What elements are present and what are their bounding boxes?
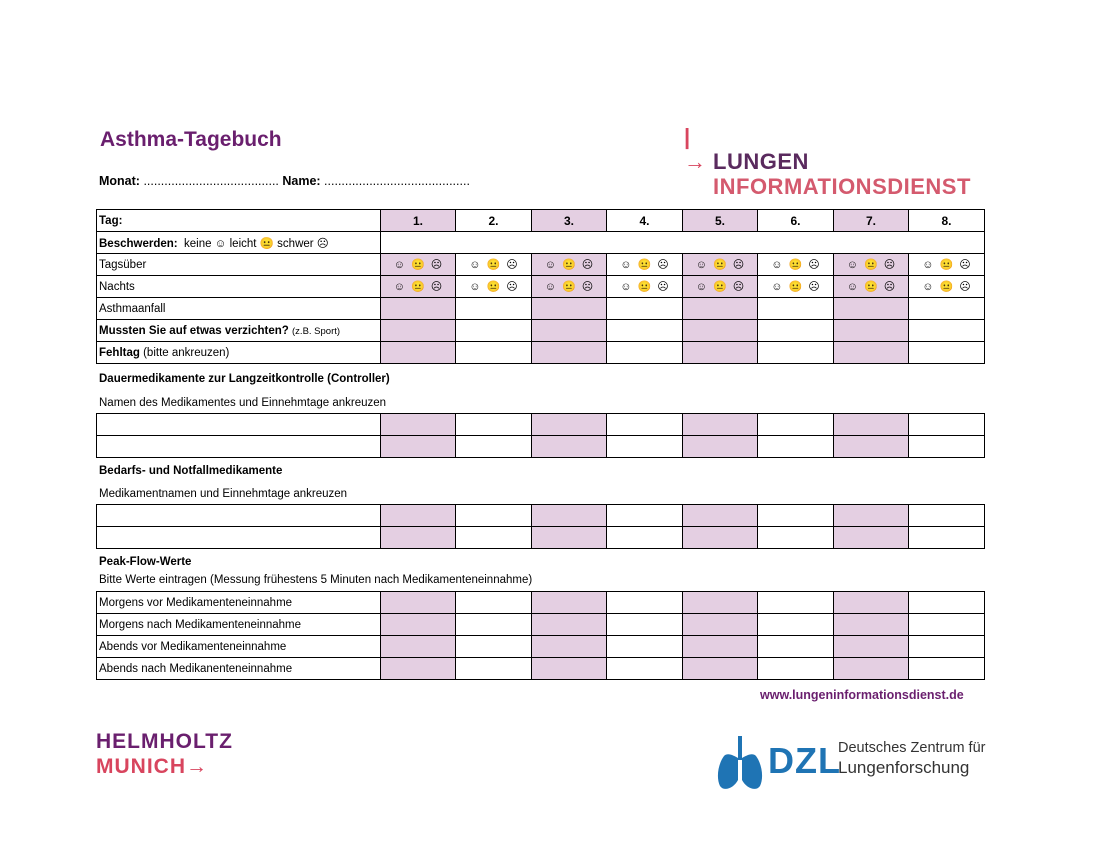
check-cell[interactable] <box>683 414 758 436</box>
check-cell[interactable] <box>381 505 456 527</box>
check-cell[interactable] <box>834 436 909 458</box>
value-cell[interactable] <box>758 636 834 658</box>
peakflow-section-hint: Bitte Werte eintragen (Messung frühestens 5 Minuten nach Medikamenteneinnahme) <box>99 574 533 586</box>
value-cell[interactable] <box>381 614 456 636</box>
check-cell[interactable] <box>532 527 607 549</box>
check-cell[interactable] <box>834 527 909 549</box>
asthmaanfall-row <box>97 298 985 320</box>
check-cell[interactable] <box>607 342 683 364</box>
check-cell[interactable] <box>381 298 456 320</box>
value-cell[interactable] <box>381 636 456 658</box>
check-cell[interactable] <box>683 342 758 364</box>
emoji-cell[interactable]: ☺😐☹ <box>532 254 607 276</box>
beschwerden-legend: keine ☺ leicht 😐 schwer ☹ <box>184 237 329 250</box>
check-cell[interactable] <box>456 298 532 320</box>
check-cell[interactable] <box>607 505 683 527</box>
value-cell[interactable] <box>683 592 758 614</box>
value-cell[interactable] <box>381 658 456 680</box>
value-cell[interactable] <box>607 636 683 658</box>
medication-row <box>97 527 985 549</box>
emoji-cell[interactable]: ☺😐☹ <box>381 254 456 276</box>
arrow-icon: |→ <box>684 124 707 174</box>
check-cell[interactable] <box>758 320 834 342</box>
emoji-cell[interactable]: ☺😐☹ <box>758 276 834 298</box>
controller-table <box>96 413 985 458</box>
emoji-cell[interactable]: ☺😐☹ <box>607 276 683 298</box>
name-label: Name: <box>282 174 321 188</box>
value-cell[interactable] <box>683 658 758 680</box>
medication-name-cell[interactable] <box>97 527 381 549</box>
day-header: 6. <box>758 210 834 232</box>
check-cell[interactable] <box>909 320 985 342</box>
check-cell[interactable] <box>456 527 532 549</box>
check-cell[interactable] <box>607 298 683 320</box>
check-cell[interactable] <box>456 505 532 527</box>
check-cell[interactable] <box>909 342 985 364</box>
value-cell[interactable] <box>834 636 909 658</box>
value-cell[interactable] <box>834 658 909 680</box>
check-cell[interactable] <box>607 436 683 458</box>
check-cell[interactable] <box>683 298 758 320</box>
check-cell[interactable] <box>758 436 834 458</box>
check-cell[interactable] <box>758 527 834 549</box>
emoji-cell[interactable]: ☺😐☹ <box>758 254 834 276</box>
bedarf-section-hint: Medikamentnamen und Einnehmtage ankreuzen <box>99 488 348 500</box>
tag-label: Tag: <box>97 210 381 232</box>
check-cell[interactable] <box>532 436 607 458</box>
value-cell[interactable] <box>683 636 758 658</box>
medication-name-cell[interactable] <box>97 505 381 527</box>
verzichten-label: Mussten Sie auf etwas verzichten? (z.B. Sport) <box>97 320 381 342</box>
day-header: 1. <box>381 210 456 232</box>
controller-section-title: Dauermedikamente zur Langzeitkontrolle (Controller) <box>99 373 390 385</box>
website-link[interactable]: www.lungeninformationsdienst.de <box>760 688 964 702</box>
beschwerden-row <box>97 232 985 254</box>
value-cell[interactable] <box>607 592 683 614</box>
beschwerden-spacer <box>381 232 985 254</box>
check-cell[interactable] <box>834 298 909 320</box>
asthmaanfall-label: Asthmaanfall <box>97 298 381 320</box>
peakflow-label: Morgens nach Medikamenteneinnahme <box>97 614 381 636</box>
check-cell[interactable] <box>683 505 758 527</box>
value-cell[interactable] <box>456 658 532 680</box>
emoji-cell[interactable]: ☺😐☹ <box>909 254 985 276</box>
check-cell[interactable] <box>532 298 607 320</box>
check-cell[interactable] <box>532 320 607 342</box>
check-cell[interactable] <box>532 505 607 527</box>
dzl-line2: Lungenforschung <box>838 758 970 777</box>
day-header: 3. <box>532 210 607 232</box>
day-header: 4. <box>607 210 683 232</box>
peakflow-label: Abends nach Medikanenteneinnahme <box>97 658 381 680</box>
value-cell[interactable] <box>607 658 683 680</box>
check-cell[interactable] <box>909 505 985 527</box>
month-name-line <box>99 174 470 188</box>
fehltag-row <box>97 342 985 364</box>
emoji-cell[interactable]: ☺😐☹ <box>683 276 758 298</box>
check-cell[interactable] <box>532 342 607 364</box>
page-title: Asthma-Tagebuch <box>100 128 282 151</box>
check-cell[interactable] <box>909 436 985 458</box>
check-cell[interactable] <box>834 505 909 527</box>
dzl-logo <box>716 734 986 794</box>
logo-line2: INFORMATIONSDIENST <box>713 174 971 199</box>
check-cell[interactable] <box>456 436 532 458</box>
value-cell[interactable] <box>532 658 607 680</box>
controller-section-hint: Namen des Medikamentes und Einnehmtage ankreuzen <box>99 397 387 409</box>
value-cell[interactable] <box>758 658 834 680</box>
day-header: 2. <box>456 210 532 232</box>
check-cell[interactable] <box>607 414 683 436</box>
check-cell[interactable] <box>532 414 607 436</box>
munich-text: MUNICH <box>96 755 186 778</box>
value-cell[interactable] <box>758 592 834 614</box>
beschwerden-label: Beschwerden: keine ☺ leicht 😐 schwer ☹ <box>97 232 381 254</box>
peakflow-label: Abends vor Medikamenteneinnahme <box>97 636 381 658</box>
check-cell[interactable] <box>456 320 532 342</box>
check-cell[interactable] <box>758 505 834 527</box>
check-cell[interactable] <box>381 414 456 436</box>
value-cell[interactable] <box>607 614 683 636</box>
emoji-cell[interactable]: ☺😐☹ <box>607 254 683 276</box>
check-cell[interactable] <box>381 436 456 458</box>
value-cell[interactable] <box>758 614 834 636</box>
check-cell[interactable] <box>834 320 909 342</box>
value-cell[interactable] <box>532 614 607 636</box>
arrow-icon: → <box>186 755 208 778</box>
emoji-cell[interactable]: ☺😐☹ <box>456 276 532 298</box>
symptom-table <box>96 209 985 364</box>
value-cell[interactable] <box>532 636 607 658</box>
lungs-icon <box>716 736 764 792</box>
value-cell[interactable] <box>909 592 985 614</box>
check-cell[interactable] <box>834 342 909 364</box>
peakflow-row <box>97 614 985 636</box>
check-cell[interactable] <box>683 320 758 342</box>
emoji-cell[interactable]: ☺😐☹ <box>456 254 532 276</box>
check-cell[interactable] <box>381 527 456 549</box>
check-cell[interactable] <box>456 414 532 436</box>
check-cell[interactable] <box>834 414 909 436</box>
emoji-cell[interactable]: ☺😐☹ <box>834 254 909 276</box>
logo-line1: LUNGEN <box>713 149 809 174</box>
lungeninformationsdienst-logo <box>684 124 994 199</box>
peakflow-row <box>97 636 985 658</box>
emoji-cell[interactable]: ☺😐☹ <box>834 276 909 298</box>
emoji-cell[interactable]: ☺😐☹ <box>909 276 985 298</box>
value-cell[interactable] <box>909 636 985 658</box>
tagsueber-row <box>97 254 985 276</box>
value-cell[interactable] <box>909 614 985 636</box>
value-cell[interactable] <box>456 614 532 636</box>
value-cell[interactable] <box>834 592 909 614</box>
verzichten-row <box>97 320 985 342</box>
check-cell[interactable] <box>758 342 834 364</box>
value-cell[interactable] <box>909 658 985 680</box>
check-cell[interactable] <box>909 298 985 320</box>
check-cell[interactable] <box>607 527 683 549</box>
peakflow-row <box>97 658 985 680</box>
medication-name-cell[interactable] <box>97 436 381 458</box>
check-cell[interactable] <box>683 527 758 549</box>
monat-label: Monat: <box>99 174 140 188</box>
peakflow-label: Morgens vor Medikamenteneinnahme <box>97 592 381 614</box>
day-header: 5. <box>683 210 758 232</box>
bedarf-table <box>96 504 985 549</box>
peakflow-table <box>96 591 985 680</box>
check-cell[interactable] <box>607 320 683 342</box>
nachts-row <box>97 276 985 298</box>
medication-row <box>97 414 985 436</box>
helmholtz-text: HELMHOLTZ <box>96 730 233 753</box>
fehltag-label: Fehltag (bitte ankreuzen) <box>97 342 381 364</box>
value-cell[interactable] <box>683 614 758 636</box>
check-cell[interactable] <box>381 342 456 364</box>
peakflow-row <box>97 592 985 614</box>
value-cell[interactable] <box>834 614 909 636</box>
tagsueber-label: Tagsüber <box>97 254 381 276</box>
value-cell[interactable] <box>532 592 607 614</box>
days-header-row <box>97 210 985 232</box>
dzl-abbr: DZL <box>768 740 841 781</box>
value-cell[interactable] <box>456 636 532 658</box>
emoji-cell[interactable]: ☺😐☹ <box>532 276 607 298</box>
dzl-line1: Deutsches Zentrum für <box>838 740 986 756</box>
day-header: 7. <box>834 210 909 232</box>
nachts-label: Nachts <box>97 276 381 298</box>
check-cell[interactable] <box>909 414 985 436</box>
medication-name-cell[interactable] <box>97 414 381 436</box>
helmholtz-munich-logo <box>96 729 233 779</box>
name-field[interactable]: .......................................... <box>320 174 470 188</box>
value-cell[interactable] <box>381 592 456 614</box>
bedarf-section-title: Bedarfs- und Notfallmedikamente <box>99 465 283 477</box>
emoji-cell[interactable]: ☺😐☹ <box>683 254 758 276</box>
check-cell[interactable] <box>909 527 985 549</box>
day-header: 8. <box>909 210 985 232</box>
peakflow-section-title: Peak-Flow-Werte <box>99 556 192 568</box>
medication-row <box>97 436 985 458</box>
check-cell[interactable] <box>381 320 456 342</box>
check-cell[interactable] <box>683 436 758 458</box>
medication-row <box>97 505 985 527</box>
value-cell[interactable] <box>456 592 532 614</box>
check-cell[interactable] <box>456 342 532 364</box>
check-cell[interactable] <box>758 414 834 436</box>
check-cell[interactable] <box>758 298 834 320</box>
emoji-cell[interactable]: ☺😐☹ <box>381 276 456 298</box>
monat-field[interactable]: ....................................... <box>139 174 283 188</box>
